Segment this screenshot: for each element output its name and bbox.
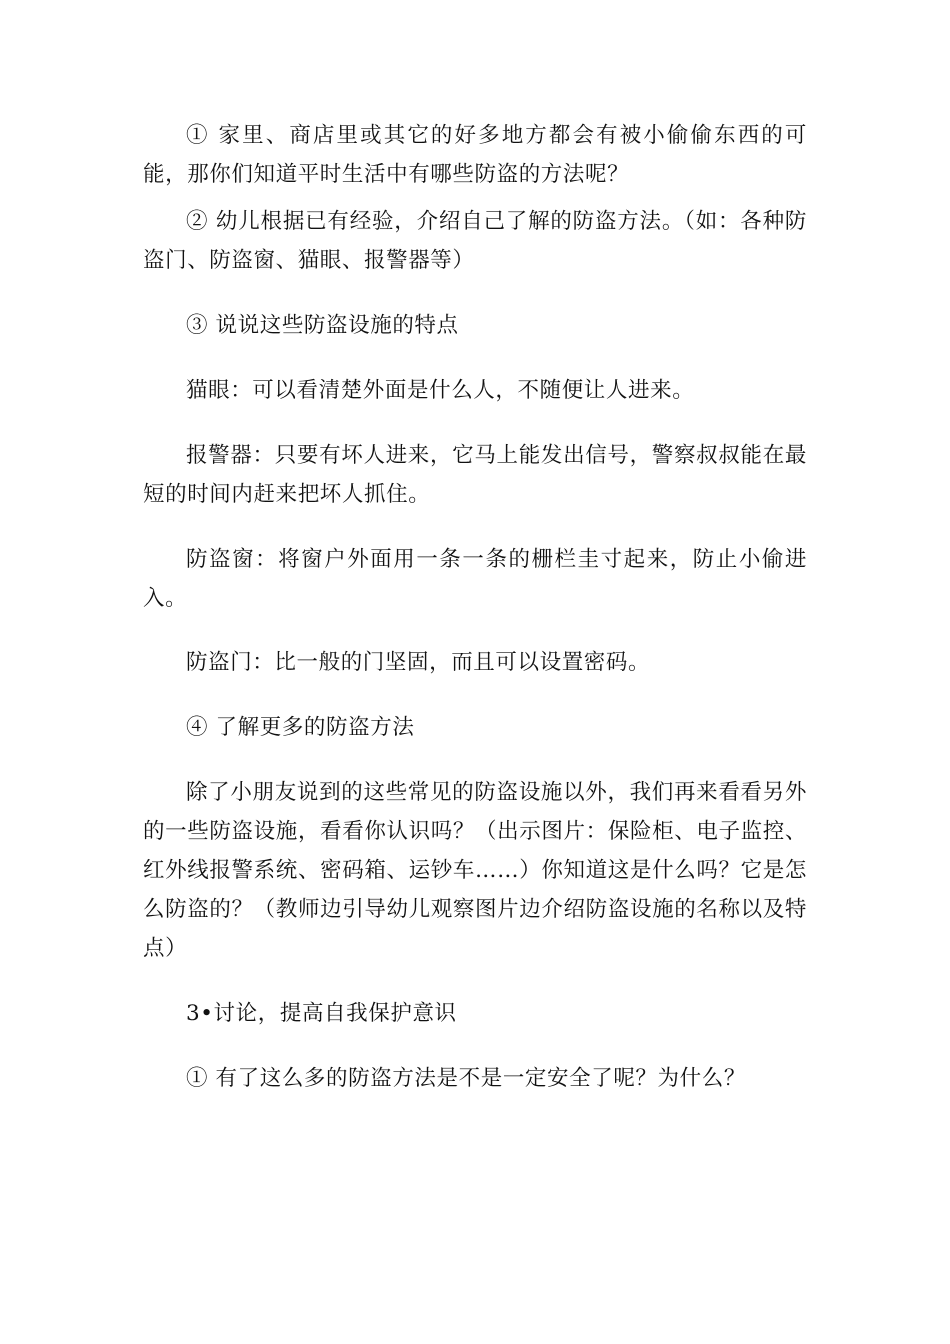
paragraph-8: ④ 了解更多的防盗方法 (186, 715, 415, 740)
paragraph-7: 防盗门：比一般的门坚固，而且可以设置密码。 (186, 650, 651, 675)
paragraph-6: 防盗窗：将窗户外面用一条一条的栅栏圭寸起来，防止小偷进入。 (143, 547, 807, 611)
paragraph-2: ② 幼儿根据已有经验，介绍自己了解的防盗方法。（如：各种防盗门、防盗窗、猫眼、报警器等） (143, 209, 807, 273)
paragraph-11: ① 有了这么多的防盗方法是不是一定安全了呢？为什么？ (186, 1066, 746, 1091)
document-page (143, 116, 807, 1098)
paragraph-4: 猫眼：可以看清楚外面是什么人，不随便让人进来。 (186, 378, 695, 403)
paragraph-3: ③ 说说这些防盗设施的特点 (186, 313, 459, 338)
paragraph-10: 3•讨论，提高自我保护意识 (186, 1001, 457, 1026)
paragraph-9: 除了小朋友说到的这些常见的防盗设施以外，我们再来看看另外的一些防盗设施，看看你认识吗？（出示图片：保险柜、电子监控、红外线报警系统、密码箱、运钞车……）你知道这是什么吗？它是怎么防盗的？（教师边引导幼儿观察图片边介绍防盗设施的名称以及特点） (143, 780, 807, 961)
paragraph-1: ① 家里、商店里或其它的好多地方都会有被小偷偷东西的可能，那你们知道平时生活中有哪些防盗的方法呢？ (143, 123, 807, 187)
paragraph-5: 报警器：只要有坏人进来，它马上能发出信号，警察叔叔能在最短的时间内赶来把坏人抓住。 (143, 443, 807, 507)
